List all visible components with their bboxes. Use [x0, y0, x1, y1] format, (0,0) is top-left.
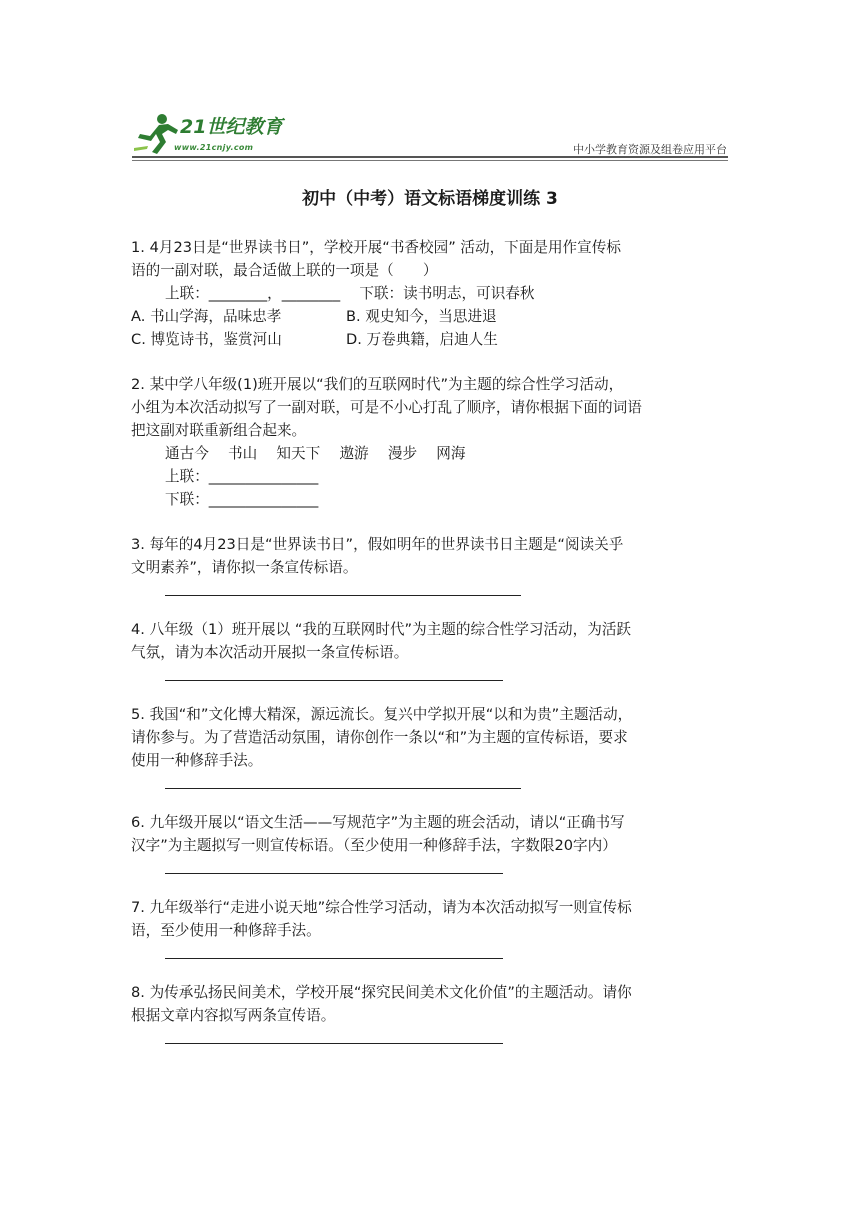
question-text: 3. 每年的4月23日是“世界读书日”，假如明年的世界读书日主题是“阅读关乎: [131, 536, 624, 553]
question-text: 8. 为传承弘扬民间美术，学校开展“探究民间美术文化价值”的主题活动。请你: [131, 984, 632, 1001]
logo: [132, 112, 292, 158]
answer-line: [165, 944, 503, 959]
answer-line: [165, 581, 521, 596]
question-text: 请你参与。为了营造活动氛围，请你创作一条以“和”为主题的宣传标语，要求: [131, 729, 628, 746]
header-divider: [132, 156, 728, 158]
option-c: C. 博览诗书，鉴赏河山: [131, 331, 282, 348]
answer-line: [165, 666, 503, 681]
option-a: A. 书山学海，品味忠孝: [131, 308, 282, 325]
question-4: [131, 618, 731, 681]
question-2: [131, 373, 731, 511]
question-text: 文明素养”，请你拟一条宣传标语。: [131, 559, 358, 576]
question-6: [131, 811, 731, 874]
question-text: 气氛，请为本次活动开展拟一条宣传标语。: [131, 644, 409, 661]
question-text: 根据文章内容拟写两条宣传语。: [131, 1007, 336, 1024]
page-title: 初中（中考）语文标语梯度训练 3: [302, 189, 558, 209]
upper-couplet-blank: 上联：_______________: [165, 468, 319, 485]
question-text: 小组为本次活动拟写了一副对联，可是不小心打乱了顺序，请你根据下面的词语: [131, 399, 642, 416]
question-text: 4. 八年级（1）班开展以 “我的互联网时代”为主题的综合性学习活动，为活跃: [131, 621, 632, 638]
option-d: D. 万卷典籍，启迪人生: [346, 331, 498, 348]
question-text: 6. 九年级开展以“语文生活——写规范字”为主题的班会活动，请以“正确书写: [131, 814, 625, 831]
logo-text: 21世纪教育: [180, 116, 283, 138]
question-text: 语的一副对联，最合适做上联的一项是（ ）: [131, 262, 438, 279]
question-text: 5. 我国“和”文化博大精深，源远流长。复兴中学拟开展“以和为贵”主题活动，: [131, 706, 633, 723]
question-7: [131, 896, 731, 959]
question-3: [131, 533, 731, 596]
question-text: 汉字”为主题拟写一则宣传标语。（至少使用一种修辞手法，字数限20字内）: [131, 837, 617, 854]
question-text: 7. 九年级举行“走进小说天地”综合性学习活动，请为本次活动拟写一则宣传标: [131, 899, 632, 916]
couplet-line: 上联：________，________ 下联：读书明志，可识春秋: [165, 285, 535, 302]
answer-line: [165, 859, 503, 874]
logo-url: www.21cnjy.com: [174, 143, 254, 152]
platform-label: 中小学教育资源及组卷应用平台: [573, 143, 727, 156]
answer-line: [165, 1029, 503, 1044]
lower-couplet-blank: 下联：_______________: [165, 491, 319, 508]
option-b: B. 观史知今，当思进退: [346, 308, 497, 325]
question-5: [131, 703, 731, 789]
question-text: 使用一种修辞手法。: [131, 752, 263, 769]
runner-icon: [132, 112, 180, 156]
word-list: 通古今 书山 知天下 遨游 漫步 网海: [165, 445, 466, 462]
question-text: 1. 4月23日是“世界读书日”，学校开展“书香校园” 活动，下面是用作宣传标: [131, 239, 621, 256]
question-list: [131, 236, 731, 1044]
question-text: 2. 某中学八年级(1)班开展以“我们的互联网时代”为主题的综合性学习活动，: [131, 376, 624, 393]
question-text: 把这副对联重新组合起来。: [131, 422, 307, 439]
answer-line: [165, 774, 521, 789]
question-8: [131, 981, 731, 1044]
question-1: [131, 236, 731, 351]
question-text: 语，至少使用一种修辞手法。: [131, 922, 321, 939]
header-divider-thin: [132, 160, 728, 161]
